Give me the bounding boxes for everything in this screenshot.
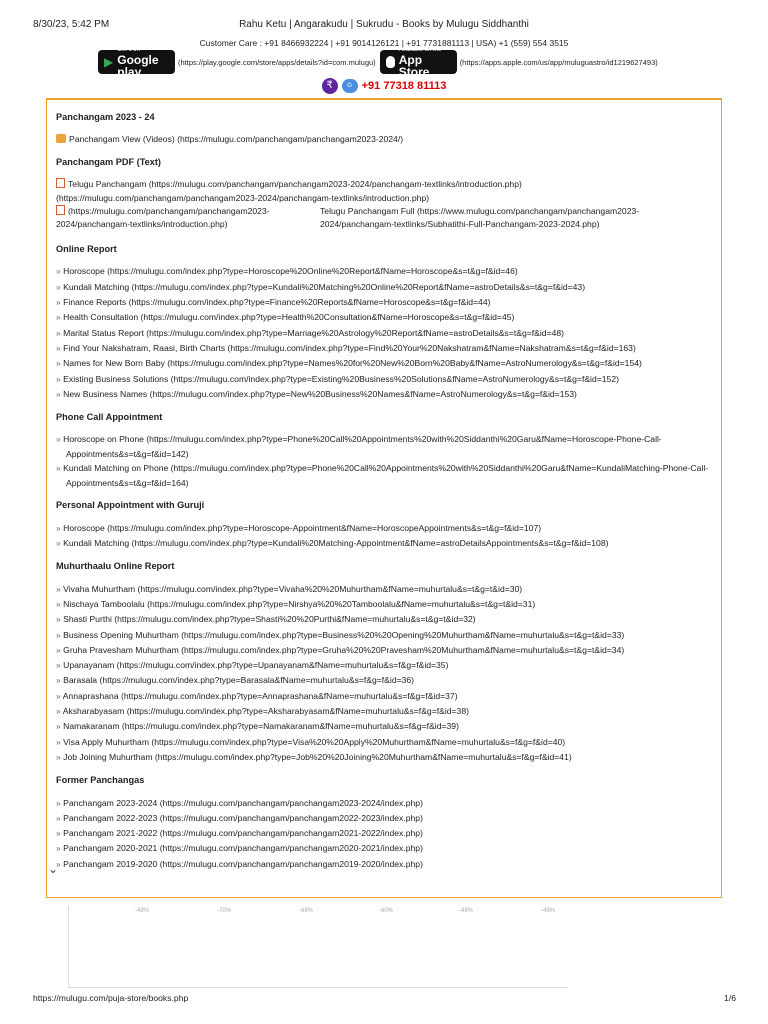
list-item[interactable]: » Horoscope (https://mulugu.com/index.php?type=Horoscope-Appointment&fName=HoroscopeAppointments&s=t&g=f&id=107) bbox=[56, 522, 542, 533]
list-item[interactable]: » Kundali Matching on Phone (https://mulugu.com/index.php?type=Phone%20Call%20Appointments%20with%20Siddanthi%20Garu&fName=KundaliMatching-Phone-Call-Appointments&s=t&g=f&id=164) bbox=[56, 463, 709, 488]
list-item[interactable]: » Aksharabyasam (https://mulugu.com/index.php?type=Aksharabyasam&fName=muhurtalu&s=f&g=f&id=38) bbox=[56, 706, 469, 717]
list-item[interactable]: » Panchangam 2022-2023 (https://mulugu.com/panchangam/panchangam2022-2023/index.php) bbox=[56, 812, 423, 823]
list-item[interactable]: » Shasti Purthi (https://mulugu.com/index.php?type=Shasti%20%20Purthi&fName=muhurtalu&s=t&g=t&id=32) bbox=[56, 614, 476, 625]
menu-frame bbox=[46, 98, 722, 898]
print-datetime: 8/30/23, 5:42 PM bbox=[33, 19, 110, 30]
list-item[interactable]: » Barasala (https://mulugu.com/index.php?type=Barasala&fName=muhurtalu&s=f&g=f&id=36) bbox=[56, 675, 415, 686]
panchangam-two-col bbox=[56, 205, 716, 230]
list-item[interactable]: » Kundali Matching (https://mulugu.com/index.php?type=Kundali%20Matching%20Online%20Report&fName=astroDetails&s=t&g=f&id=43) bbox=[56, 281, 586, 292]
telugu-panchangam-link[interactable]: Telugu Panchangam (https://mulugu.com/panchangam/panchangam2023-2024/panchangam-textlinks/introduction.php) bbox=[56, 177, 716, 192]
app-store-url[interactable]: (https://apps.apple.com/us/app/muluguastro/id1219627493) bbox=[459, 57, 658, 67]
list-item[interactable]: » Marital Status Report (https://mulugu.com/index.php?type=Marriage%20Astrology%20Report&fName=astroDetails&s=t&g=f&id=48) bbox=[56, 327, 565, 338]
phone-call-list bbox=[56, 432, 716, 490]
menu-content bbox=[56, 110, 716, 872]
gpay-icon: G Pay bbox=[342, 79, 358, 93]
list-item[interactable]: » Finance Reports (https://mulugu.com/index.php?type=Finance%20Reports&fName=Horoscope&s=t&g=f&id=44) bbox=[56, 297, 491, 308]
list-item[interactable]: » Nischaya Tamboolalu (https://mulugu.com/index.php?type=Nirshya%20%20Tamboolalu&fName=muhurtalu&s=t&g=t&id=31) bbox=[56, 598, 536, 609]
full-panchangam-link[interactable]: Telugu Panchangam Full (https://www.mulugu.com/panchangam/panchangam2023-2024/panchangam-textlinks/Subhatithi-Full-Panchangam-2023-2024.php) bbox=[320, 206, 640, 229]
list-item[interactable]: » Panchangam 2020-2021 (https://mulugu.com/panchangam/panchangam2020-2021/index.php) bbox=[56, 843, 423, 854]
pdf-icon bbox=[56, 178, 65, 188]
apple-icon bbox=[386, 56, 395, 68]
print-title: Rahu Ketu | Angarakudu | Sukrudu - Books by Mulugu Siddhanthi bbox=[239, 19, 529, 30]
section-panchangam-heading: Panchangam 2023 - 24 bbox=[56, 112, 155, 122]
phonepe-icon: ₹ bbox=[322, 78, 338, 94]
list-item[interactable]: » Horoscope (https://mulugu.com/index.php?type=Horoscope%20Online%20Report&fName=Horoscope&s=t&g=f&id=46) bbox=[56, 266, 518, 277]
list-item[interactable]: » Business Opening Muhurtham (https://mulugu.com/index.php?type=Business%20%20Opening%20Muhurtham&fName=muhurtalu&s=t&g=t&id=33) bbox=[56, 629, 625, 640]
list-item[interactable]: » Find Your Nakshatram, Raasi, Birth Charts (https://mulugu.com/index.php?type=Find%20Your%20Nakshatram&fName=Nakshatram&s=t&g=f&id=163) bbox=[56, 342, 636, 353]
list-item[interactable]: » Panchangam 2023-2024 (https://mulugu.com/panchangam/panchangam2023-2024/index.php) bbox=[56, 797, 423, 808]
app-store-small: Available on the bbox=[398, 46, 442, 53]
google-play-url[interactable]: (https://play.google.com/store/apps/details?id=com.mulugu) bbox=[178, 57, 376, 67]
list-item[interactable]: » Existing Business Solutions (https://mulugu.com/index.php?type=Existing%20Business%20Solutions&fName=AstroNumerology&s=t&g=f&id=152) bbox=[56, 373, 619, 384]
google-play-icon: ▶ bbox=[104, 55, 114, 69]
faint-tick: -69% bbox=[299, 908, 314, 914]
footer-url: https://mulugu.com/puja-store/books.php bbox=[33, 993, 189, 1003]
list-item[interactable]: » Panchangam 2021-2022 (https://mulugu.com/panchangam/panchangam2021-2022/index.php) bbox=[56, 828, 423, 839]
intro-link[interactable]: (https://mulugu.com/panchangam/panchangam2023-2024/panchangam-textlinks/introduction.php) bbox=[56, 206, 270, 229]
faint-tick: -49% bbox=[459, 908, 474, 914]
app-store-label: App Store bbox=[398, 52, 430, 79]
panchangam-videos-link[interactable]: Panchangam View (Videos) (https://mulugu.com/panchangam/panchangam2023-2024/) bbox=[56, 132, 716, 147]
faint-tick: -60% bbox=[379, 908, 394, 914]
payment-line bbox=[0, 78, 768, 103]
list-item[interactable]: » Vivaha Muhurtham (https://mulugu.com/index.php?type=Vivaha%20%20Muhurtham&fName=muhurtalu&s=t&g=t&id=30) bbox=[56, 583, 523, 594]
faint-tick: -49% bbox=[541, 908, 556, 914]
personal-list bbox=[56, 521, 716, 552]
faint-tick: -49% bbox=[135, 908, 150, 914]
google-play-button[interactable] bbox=[98, 46, 175, 79]
store-row bbox=[98, 46, 658, 79]
payment-phone[interactable]: +91 77318 81113 bbox=[361, 80, 447, 92]
section-phone-call-heading: Phone Call Appointment bbox=[56, 412, 163, 423]
faint-tick: -70% bbox=[217, 908, 232, 914]
list-item[interactable]: » Health Consultation (https://mulugu.com/index.php?type=Health%20Consultation&fName=Horoscope&s=t&g=f&id=45) bbox=[56, 312, 515, 323]
footer-page-number: 1/6 bbox=[724, 993, 736, 1003]
list-item[interactable]: » Job Joining Muhurtham (https://mulugu.com/index.php?type=Job%20%20Joining%20Muhurtham&fName=muhurtalu&s=f&g=f&id=41) bbox=[56, 751, 572, 762]
list-item[interactable]: » Visa Apply Muhurtham (https://mulugu.com/index.php?type=Visa%20%20Apply%20Muhurtham&fName=muhurtalu&s=f&g=f&id=40) bbox=[56, 736, 566, 747]
online-report-list bbox=[56, 264, 716, 402]
list-item[interactable]: » Names for New Born Baby (https://mulugu.com/index.php?type=Names%20for%20New%20Born%20Baby&fName=AstroNumerology&s=t&g=f&id=154) bbox=[56, 358, 642, 369]
former-list bbox=[56, 796, 716, 872]
google-play-small: Get it on bbox=[117, 46, 140, 53]
list-item[interactable]: » Upanayanam (https://mulugu.com/index.php?type=Upanayanam&fName=muhurtalu&s=f&g=f&id=35) bbox=[56, 660, 449, 671]
chevron-down-icon[interactable]: ⌄ bbox=[48, 862, 59, 876]
customer-care: Customer Care : +91 8466932224 | +91 9014126121 | +91 7731881113 | USA) +1 (559) 554 3515 bbox=[199, 38, 569, 48]
list-item[interactable]: » Namakaranam (https://mulugu.com/index.php?type=Namakaranam&fName=muhurtalu&s=f&g=f&id=39) bbox=[56, 721, 459, 732]
section-muhurthaalu-heading: Muhurthaalu Online Report bbox=[56, 561, 175, 572]
telugu-panchangam-url[interactable]: (https://mulugu.com/panchangam/panchangam2023-2024/panchangam-textlinks/introduction.php) bbox=[56, 193, 430, 204]
list-item[interactable]: » Annaprashana (https://mulugu.com/index.php?type=Annaprashana&fName=muhurtalu&s=f&g=f&id=37) bbox=[56, 690, 458, 701]
list-item[interactable]: » Kundali Matching (https://mulugu.com/index.php?type=Kundali%20Matching-Appointment&fName=astroDetailsAppointments&s=t&g=f&id=108) bbox=[56, 538, 609, 549]
pdf-icon bbox=[56, 205, 65, 215]
muhurthaalu-list bbox=[56, 582, 716, 766]
hand-pointer-icon bbox=[56, 134, 66, 143]
list-item[interactable]: » New Business Names (https://mulugu.com/index.php?type=New%20Business%20Names&fName=AstroNumerology&s=t&g=f&id=153) bbox=[56, 388, 577, 399]
list-item[interactable]: » Horoscope on Phone (https://mulugu.com/index.php?type=Phone%20Call%20Appointments%20with%20Siddanthi%20Garu&fName=Horoscope-Phone-Call-Appointments&s=t&g=f&id=142) bbox=[56, 434, 662, 459]
list-item[interactable]: » Gruha Pravesham Muhurtham (https://mulugu.com/index.php?type=Gruha%20%20Pravesham%20Muhurtham&fName=muhurtalu&s=t&g=t&id=34) bbox=[56, 644, 625, 655]
background-strip bbox=[68, 906, 568, 988]
section-personal-heading: Personal Appointment with Guruji bbox=[56, 500, 205, 511]
app-store-button[interactable] bbox=[380, 46, 457, 79]
list-item[interactable]: » Panchangam 2019-2020 (https://mulugu.com/panchangam/panchangam2019-2020/index.php) bbox=[56, 858, 423, 869]
section-former-heading: Former Panchangas bbox=[56, 775, 145, 786]
google-play-label: Google play bbox=[117, 52, 159, 79]
section-pdf-heading: Panchangam PDF (Text) bbox=[56, 156, 161, 167]
section-online-report-heading: Online Report bbox=[56, 244, 117, 255]
